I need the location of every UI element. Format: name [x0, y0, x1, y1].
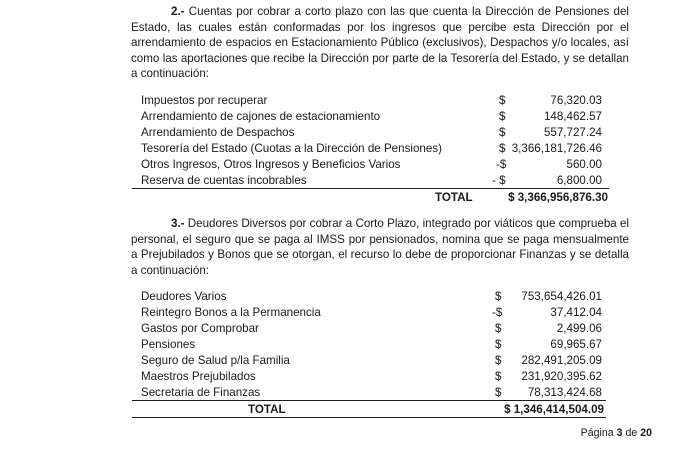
row-currency: $	[495, 370, 502, 383]
row-amount: 282,491,205.09	[521, 354, 602, 367]
section-2-number: 2.-	[171, 5, 185, 18]
row-currency: $	[495, 386, 502, 399]
row-label: Maestros Prejubilados	[141, 370, 256, 383]
page-word: Página	[580, 427, 614, 439]
row-currency: $	[495, 338, 502, 351]
table-row	[141, 157, 602, 172]
table-row	[141, 173, 602, 188]
section-3-total-rule	[132, 400, 606, 401]
row-label: Reintegro Bonos a la Permanencia	[141, 306, 321, 319]
row-amount: 78,313,424.68	[527, 386, 602, 399]
row-currency: $	[495, 290, 502, 303]
section-3-text: Deudores Diversos por cobrar a Corto Plazo, integrado por viáticos que comprueba el personal, el seguro que se paga al IMSS por pensionados, nomina que se paga mensualmente a Prejubilados y Bonos que se otorgan, el recurso lo debe de proporcionar Finanzas y se detalla a continuación:	[131, 217, 629, 277]
row-currency: $	[495, 354, 502, 367]
row-amount: 69,965.67	[550, 338, 602, 351]
table-row	[141, 337, 602, 352]
row-label: Seguro de Salud p/la Familia	[141, 354, 290, 367]
row-amount: 560.00	[566, 158, 602, 171]
row-amount: 2,499.06	[556, 322, 602, 335]
total-amount: $ 3,366,956,876.30	[508, 191, 608, 204]
table-row	[141, 93, 602, 108]
total-amount: $ 1,346,414,504.09	[504, 403, 604, 416]
table-row	[141, 141, 602, 156]
section-3-total-underline	[132, 417, 606, 418]
table-row	[141, 321, 602, 336]
table-row	[141, 125, 602, 140]
row-currency: $	[499, 126, 506, 139]
row-amount: 76,320.03	[550, 94, 602, 107]
row-label: Otros Ingresos, Otros Ingresos y Beneficios Varios	[141, 158, 401, 171]
page-of: de	[625, 427, 638, 439]
section-2-total-row	[141, 190, 608, 205]
row-label: Impuestos por recuperar	[141, 94, 268, 107]
row-label: Gastos por Comprobar	[141, 322, 259, 335]
row-currency: $	[499, 110, 506, 123]
row-amount: 6,800.00	[556, 174, 602, 187]
row-label: Tesorería del Estado (Cuotas a la Dirección de Pensiones)	[141, 142, 442, 155]
row-label: Reserva de cuentas incobrables	[141, 174, 307, 187]
row-amount: 37,412.04	[550, 306, 602, 319]
row-currency: -$	[496, 158, 507, 171]
row-amount: 557,727.24	[543, 126, 602, 139]
row-currency: - $	[492, 174, 506, 187]
row-currency: $	[499, 142, 506, 155]
row-currency: -$	[492, 306, 503, 319]
row-currency: $	[495, 322, 502, 335]
page-number	[581, 427, 652, 440]
section-3-number: 3.-	[171, 217, 185, 230]
total-label: TOTAL	[435, 191, 473, 204]
row-amount: 148,462.57	[543, 110, 602, 123]
row-label: Arrendamiento de cajones de estacionamiento	[141, 110, 381, 123]
section-3-paragraph	[131, 216, 629, 278]
total-label: TOTAL	[248, 403, 286, 416]
table-row	[141, 385, 602, 400]
row-label: Deudores Varios	[141, 290, 227, 303]
page-total: 20	[640, 427, 652, 439]
row-label: Pensiones	[141, 338, 196, 351]
row-currency: $	[499, 94, 506, 107]
row-label: Secretaria de Finanzas	[141, 386, 261, 399]
section-2-text: Cuentas por cobrar a corto plazo con las que cuenta la Dirección de Pensiones del Estado, las cuales están conformadas por los ingresos que percibe esta Dirección por el arrendamiento de espacios en Estacionamiento Público (exclusivos), Despachos y/o locales, así como las aportaciones que recibe la Dirección por parte de la Tesorería del Estado, y se detallan a continuación:	[131, 5, 629, 81]
table-row	[141, 305, 602, 320]
page-current: 3	[616, 427, 623, 439]
row-label: Arrendamiento de Despachos	[141, 126, 295, 139]
table-row	[141, 353, 602, 368]
table-row	[141, 109, 602, 124]
row-amount: 3,366,181,726.46	[511, 142, 602, 155]
row-amount: 753,654,426.01	[521, 290, 602, 303]
section-3-total-row	[141, 402, 604, 417]
section-2-paragraph	[131, 4, 629, 82]
table-row	[141, 369, 602, 384]
row-amount: 231,920,395.62	[521, 370, 602, 383]
table-row	[141, 289, 602, 304]
section-2-total-rule	[132, 188, 609, 189]
